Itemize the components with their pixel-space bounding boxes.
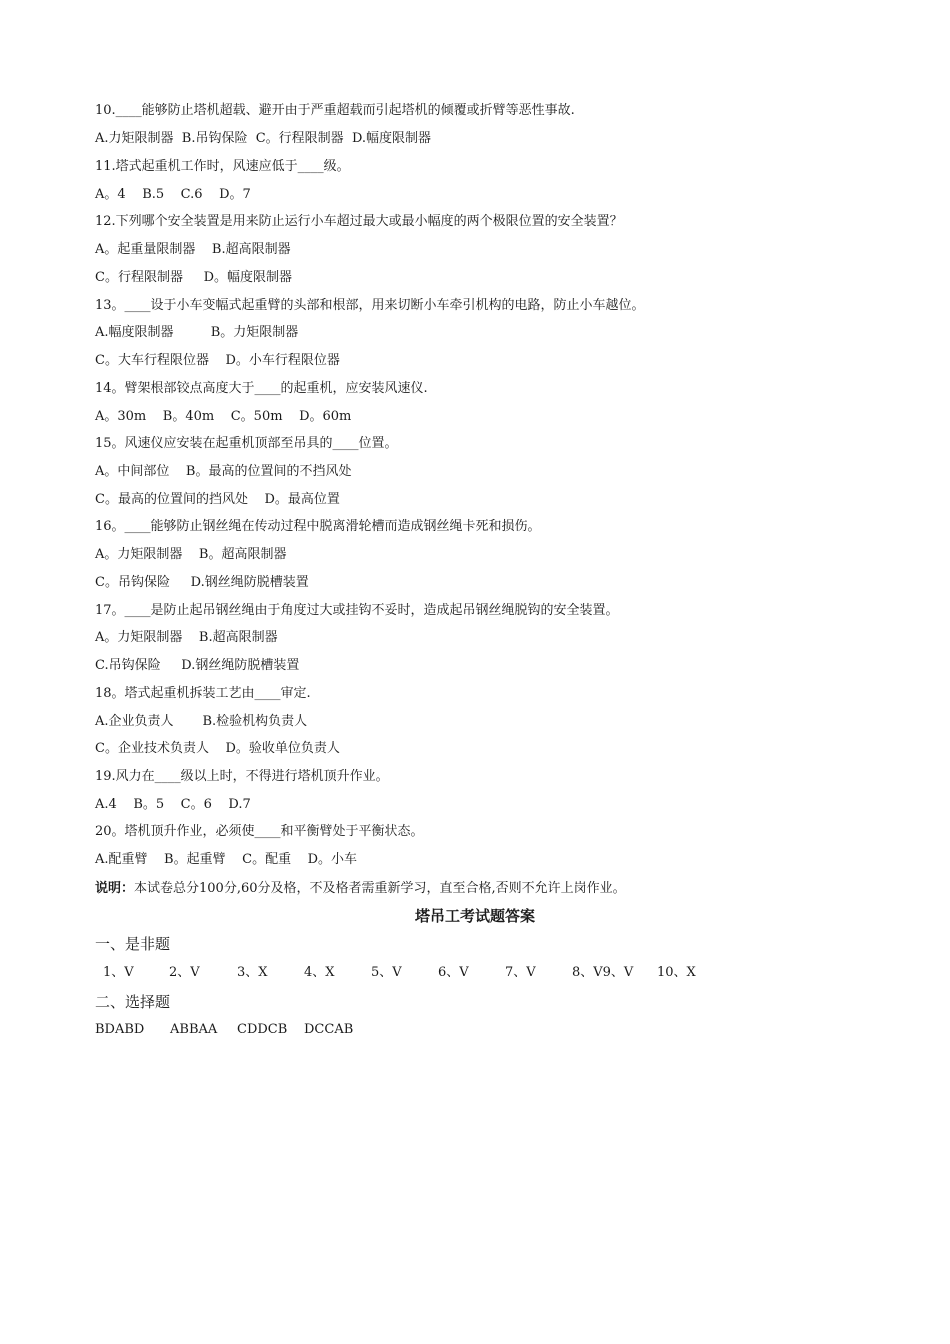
options-17-row1: A。力矩限制器 B.超高限制器 bbox=[95, 630, 278, 645]
section-multiple-choice: 二、选择题 bbox=[95, 993, 171, 1011]
options-10: A.力矩限制器 B.吊钩保险 C。行程限制器 D.幅度限制器 bbox=[95, 131, 432, 146]
question-12: 12.下列哪个安全装置是用来防止运行小车超过最大或最小幅度的两个极限位置的安全装置？ bbox=[95, 214, 623, 229]
question-10: 10.____能够防止塔机超载、避开由于严重超载而引起塔机的倾覆或折臂等恶性事故. bbox=[95, 103, 575, 118]
answer-title: 塔吊工考试题答案 bbox=[414, 907, 535, 925]
question-18: 18。塔式起重机拆装工艺由____审定. bbox=[95, 686, 311, 701]
mc-answer-group-4: DCCAB bbox=[304, 1022, 354, 1037]
tf-answer-4: 4、X bbox=[304, 965, 335, 980]
options-18-row1: A.企业负责人 B.检验机构负责人 bbox=[95, 714, 308, 729]
options-12-row2: C。行程限制器 D。幅度限制器 bbox=[95, 270, 293, 285]
question-15: 15。风速仪应安装在起重机顶部至吊具的____位置。 bbox=[95, 436, 398, 451]
options-13-row2: C。大车行程限位器 D。小车行程限位器 bbox=[95, 353, 340, 368]
question-16: 16。____能够防止钢丝绳在传动过程中脱离滑轮槽而造成钢丝绳卡死和损伤。 bbox=[95, 519, 541, 534]
options-15-row1: A。中间部位 B。最高的位置间的不挡风处 bbox=[95, 464, 352, 479]
tf-answer-1: 1、V bbox=[103, 965, 134, 980]
question-19: 19.风力在____级以上时，不得进行塔机顶升作业。 bbox=[95, 769, 389, 784]
tf-answer-10: 10、X bbox=[657, 965, 696, 980]
options-16-row1: A。力矩限制器 B。超高限制器 bbox=[95, 547, 287, 562]
tf-answer-2: 2、V bbox=[169, 965, 200, 980]
tf-answer-7: 7、V bbox=[505, 965, 536, 980]
options-13-row1: A.幅度限制器 B。力矩限制器 bbox=[95, 325, 299, 340]
options-14: A。30m B。40m C。50m D。60m bbox=[95, 409, 352, 424]
tf-answer-8-9: 8、V9、V bbox=[572, 965, 634, 980]
tf-answer-5: 5、V bbox=[371, 965, 402, 980]
options-15-row2: C。最高的位置间的挡风处 D。最高位置 bbox=[95, 492, 340, 507]
options-11: A。4 B.5 C.6 D。7 bbox=[95, 187, 251, 202]
mc-answer-group-1: BDABD bbox=[95, 1022, 145, 1037]
tf-answer-3: 3、X bbox=[237, 965, 268, 980]
mc-answer-group-3: CDDCB bbox=[237, 1022, 288, 1037]
question-14: 14。臂架根部铰点高度大于____的起重机，应安装风速仪. bbox=[95, 381, 428, 396]
question-20: 20。塔机顶升作业，必须使____和平衡臂处于平衡状态。 bbox=[95, 824, 424, 839]
options-19: A.4 B。5 C。6 D.7 bbox=[95, 797, 251, 812]
options-12-row1: A。起重量限制器 B.超高限制器 bbox=[95, 242, 291, 257]
section-true-false: 一、是非题 bbox=[95, 935, 171, 953]
question-13: 13。____设于小车变幅式起重臂的头部和根部，用来切断小车牵引机构的电路，防止小车越位。 bbox=[95, 298, 645, 313]
options-18-row2: C。企业技术负责人 D。验收单位负责人 bbox=[95, 741, 340, 756]
exam-note bbox=[95, 880, 626, 898]
options-17-row2: C.吊钩保险 D.钢丝绳防脱槽装置 bbox=[95, 658, 300, 673]
options-20: A.配重臂 B。起重臂 C。配重 D。小车 bbox=[95, 852, 358, 867]
note-label: 说明： bbox=[95, 881, 135, 896]
options-16-row2: C。吊钩保险 D.钢丝绳防脱槽装置 bbox=[95, 575, 309, 590]
tf-answer-6: 6、V bbox=[438, 965, 469, 980]
note-text: 本试卷总分100分,60分及格，不及格者需重新学习，直至合格,否则不允许上岗作业。 bbox=[134, 881, 626, 896]
mc-answer-group-2: ABBAA bbox=[170, 1022, 218, 1037]
question-11: 11.塔式起重机工作时，风速应低于____级。 bbox=[95, 159, 350, 174]
question-17: 17。____是防止起吊钢丝绳由于角度过大或挂钩不妥时，造成起吊钢丝绳脱钩的安全装置。 bbox=[95, 603, 619, 618]
